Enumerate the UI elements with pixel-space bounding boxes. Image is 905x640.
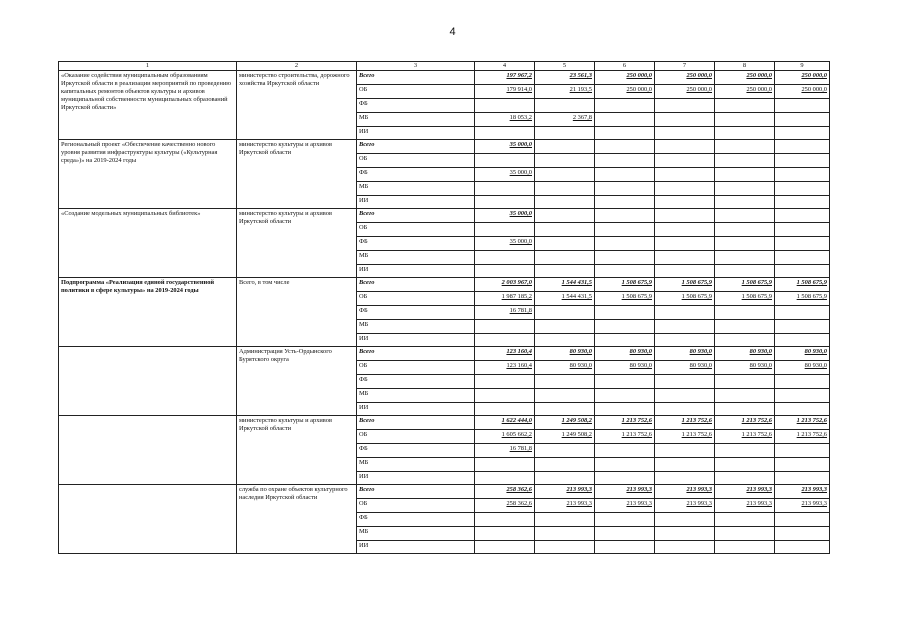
column-number-row	[59, 62, 830, 71]
page-number: 4	[449, 26, 456, 38]
column-number: 6	[595, 62, 655, 71]
amount-cell	[535, 223, 595, 237]
amount-cell: 1 508 675,9	[775, 278, 830, 292]
amount-cell	[475, 223, 535, 237]
amount-cell: 1 508 675,9	[655, 292, 715, 306]
amount-cell	[715, 513, 775, 527]
amount-cell: 80 930,0	[775, 347, 830, 361]
amount-cell: 123 160,4	[475, 347, 535, 361]
amount-cell: 250 000,0	[655, 85, 715, 99]
amount-cell: 1 213 752,6	[655, 416, 715, 430]
executor-cell: министерство культуры и архивов Иркутской области	[237, 416, 357, 485]
amount-cell	[715, 389, 775, 403]
column-number: 7	[655, 62, 715, 71]
amount-cell	[595, 458, 655, 472]
amount-cell	[595, 140, 655, 154]
amount-cell	[655, 444, 715, 458]
amount-cell	[715, 196, 775, 209]
amount-cell	[535, 140, 595, 154]
funding-source-cell: МБ	[357, 527, 475, 541]
amount-cell	[595, 196, 655, 209]
amount-cell	[775, 223, 830, 237]
amount-cell: 250 000,0	[775, 85, 830, 99]
amount-cell	[535, 389, 595, 403]
amount-cell: 80 930,0	[715, 347, 775, 361]
amount-cell	[595, 541, 655, 554]
amount-cell	[775, 168, 830, 182]
amount-cell	[535, 444, 595, 458]
amount-cell	[655, 389, 715, 403]
amount-cell	[715, 265, 775, 278]
amount-cell: 1 213 752,6	[655, 430, 715, 444]
amount-cell: 250 000,0	[595, 85, 655, 99]
amount-cell	[535, 541, 595, 554]
amount-cell: 1 605 662,2	[475, 430, 535, 444]
amount-cell	[595, 527, 655, 541]
amount-cell	[595, 237, 655, 251]
amount-cell	[475, 403, 535, 416]
amount-cell	[595, 472, 655, 485]
amount-cell: 1 508 675,9	[595, 292, 655, 306]
amount-cell	[595, 389, 655, 403]
column-number: 4	[475, 62, 535, 71]
amount-cell: 80 930,0	[535, 347, 595, 361]
amount-cell	[535, 375, 595, 389]
executor-cell: министерство культуры и архивов Иркутской области	[237, 140, 357, 209]
program-name-cell	[59, 416, 237, 485]
amount-cell	[535, 334, 595, 347]
amount-cell: 1 213 752,6	[715, 416, 775, 430]
amount-cell	[475, 472, 535, 485]
amount-cell	[655, 375, 715, 389]
amount-cell: 80 930,0	[655, 347, 715, 361]
amount-cell	[595, 127, 655, 140]
amount-cell	[655, 320, 715, 334]
amount-cell	[715, 403, 775, 416]
amount-cell	[475, 334, 535, 347]
amount-cell: 213 993,3	[535, 485, 595, 499]
amount-cell	[655, 541, 715, 554]
amount-cell	[475, 154, 535, 168]
amount-cell	[655, 513, 715, 527]
amount-cell: 1 544 431,5	[535, 292, 595, 306]
executor-cell: Всего, в том числе	[237, 278, 357, 347]
funding-source-cell: ФБ	[357, 444, 475, 458]
amount-cell: 35 000,0	[475, 140, 535, 154]
funding-source-cell: ОБ	[357, 292, 475, 306]
amount-cell	[535, 209, 595, 223]
amount-cell: 1 213 752,6	[775, 416, 830, 430]
amount-cell	[715, 182, 775, 196]
amount-cell: 80 930,0	[655, 361, 715, 375]
program-name-cell	[59, 347, 237, 416]
amount-cell	[655, 237, 715, 251]
amount-cell	[655, 403, 715, 416]
amount-cell	[775, 99, 830, 113]
budget-table	[58, 61, 830, 554]
amount-cell	[655, 127, 715, 140]
amount-cell	[715, 154, 775, 168]
amount-cell	[535, 513, 595, 527]
amount-cell	[475, 375, 535, 389]
table-row	[59, 347, 830, 361]
amount-cell: 1 213 752,6	[715, 430, 775, 444]
column-number: 2	[237, 62, 357, 71]
amount-cell	[775, 196, 830, 209]
amount-cell	[775, 251, 830, 265]
amount-cell	[535, 458, 595, 472]
amount-cell: 250 000,0	[655, 71, 715, 85]
amount-cell	[595, 513, 655, 527]
amount-cell	[775, 375, 830, 389]
funding-source-cell: Всего	[357, 140, 475, 154]
amount-cell	[775, 513, 830, 527]
amount-cell: 16 781,8	[475, 306, 535, 320]
program-name-cell: Региональный проект «Обеспечение качественно нового уровня развития инфраструктуры культуры («Культурная среда»)» на 2019-2024 годы	[59, 140, 237, 209]
amount-cell: 258 362,6	[475, 499, 535, 513]
funding-source-cell: ИИ	[357, 541, 475, 554]
funding-source-cell: ОБ	[357, 361, 475, 375]
amount-cell	[715, 444, 775, 458]
funding-source-cell: ОБ	[357, 85, 475, 99]
amount-cell	[535, 472, 595, 485]
amount-cell: 250 000,0	[595, 71, 655, 85]
amount-cell	[655, 334, 715, 347]
amount-cell	[535, 306, 595, 320]
amount-cell	[775, 541, 830, 554]
amount-cell	[475, 251, 535, 265]
table-row	[59, 485, 830, 499]
amount-cell	[715, 306, 775, 320]
amount-cell: 250 000,0	[775, 71, 830, 85]
funding-source-cell: МБ	[357, 320, 475, 334]
amount-cell: 213 993,3	[715, 499, 775, 513]
amount-cell	[475, 127, 535, 140]
amount-cell	[715, 237, 775, 251]
amount-cell	[775, 320, 830, 334]
amount-cell	[475, 320, 535, 334]
amount-cell: 1 213 752,6	[775, 430, 830, 444]
funding-source-cell: Всего	[357, 485, 475, 499]
amount-cell: 2 367,8	[535, 113, 595, 127]
amount-cell	[715, 541, 775, 554]
amount-cell	[595, 320, 655, 334]
amount-cell: 80 930,0	[715, 361, 775, 375]
table-row	[59, 209, 830, 223]
amount-cell	[535, 251, 595, 265]
amount-cell: 123 160,4	[475, 361, 535, 375]
amount-cell: 213 993,3	[715, 485, 775, 499]
amount-cell	[475, 458, 535, 472]
amount-cell: 213 993,3	[655, 499, 715, 513]
amount-cell: 1 987 185,2	[475, 292, 535, 306]
amount-cell	[595, 99, 655, 113]
amount-cell	[535, 403, 595, 416]
funding-source-cell: ФБ	[357, 306, 475, 320]
amount-cell: 80 930,0	[535, 361, 595, 375]
amount-cell	[775, 389, 830, 403]
amount-cell	[655, 196, 715, 209]
amount-cell	[595, 168, 655, 182]
funding-source-cell: ФБ	[357, 99, 475, 113]
amount-cell	[715, 113, 775, 127]
amount-cell	[535, 154, 595, 168]
amount-cell	[775, 127, 830, 140]
amount-cell: 23 561,3	[535, 71, 595, 85]
amount-cell	[475, 541, 535, 554]
funding-source-cell: Всего	[357, 71, 475, 85]
amount-cell	[775, 306, 830, 320]
amount-cell	[595, 223, 655, 237]
amount-cell	[715, 223, 775, 237]
amount-cell	[595, 444, 655, 458]
amount-cell	[775, 527, 830, 541]
amount-cell: 1 249 508,2	[535, 416, 595, 430]
amount-cell: 80 930,0	[595, 347, 655, 361]
amount-cell	[775, 237, 830, 251]
amount-cell	[775, 154, 830, 168]
amount-cell	[775, 334, 830, 347]
amount-cell	[775, 209, 830, 223]
amount-cell	[595, 265, 655, 278]
amount-cell	[775, 265, 830, 278]
amount-cell	[715, 320, 775, 334]
amount-cell	[655, 182, 715, 196]
amount-cell	[595, 375, 655, 389]
column-number: 9	[775, 62, 830, 71]
amount-cell	[595, 306, 655, 320]
funding-source-cell: ИИ	[357, 403, 475, 416]
funding-source-cell: Всего	[357, 278, 475, 292]
amount-cell: 2 003 967,0	[475, 278, 535, 292]
table-row	[59, 416, 830, 430]
funding-source-cell: ИИ	[357, 472, 475, 485]
amount-cell: 80 930,0	[595, 361, 655, 375]
amount-cell: 35 000,0	[475, 237, 535, 251]
amount-cell	[595, 251, 655, 265]
amount-cell	[655, 168, 715, 182]
amount-cell	[535, 527, 595, 541]
amount-cell: 1 508 675,9	[775, 292, 830, 306]
amount-cell: 250 000,0	[715, 71, 775, 85]
amount-cell	[775, 182, 830, 196]
amount-cell	[475, 182, 535, 196]
amount-cell: 18 053,2	[475, 113, 535, 127]
amount-cell	[595, 403, 655, 416]
amount-cell: 1 213 752,6	[595, 416, 655, 430]
amount-cell	[535, 182, 595, 196]
program-name-cell: «Оказание содействия муниципальным образованиям Иркутской области в реализации мероприятий по проведению капитальных ремонтов объектов культуры и архивов муниципальной собственности муниципальных образований Иркутской области»	[59, 71, 237, 140]
amount-cell: 35 000,0	[475, 168, 535, 182]
column-number: 1	[59, 62, 237, 71]
funding-source-cell: ИИ	[357, 265, 475, 278]
funding-source-cell: МБ	[357, 458, 475, 472]
executor-cell: министерство строительства, дорожного хозяйства Иркутской области	[237, 71, 357, 140]
amount-cell	[535, 196, 595, 209]
amount-cell	[595, 334, 655, 347]
funding-source-cell: ФБ	[357, 513, 475, 527]
funding-source-cell: ФБ	[357, 375, 475, 389]
amount-cell: 16 781,8	[475, 444, 535, 458]
amount-cell	[715, 527, 775, 541]
program-name-cell: Подпрограмма «Реализация единой государственной политики в сфере культуры» на 2019-2024 годы	[59, 278, 237, 347]
amount-cell	[655, 154, 715, 168]
amount-cell	[655, 251, 715, 265]
table-row	[59, 278, 830, 292]
amount-cell: 250 000,0	[715, 85, 775, 99]
amount-cell: 213 993,3	[775, 485, 830, 499]
amount-cell	[535, 320, 595, 334]
amount-cell	[475, 99, 535, 113]
amount-cell	[475, 265, 535, 278]
column-number: 5	[535, 62, 595, 71]
amount-cell: 1 544 431,5	[535, 278, 595, 292]
funding-source-cell: ОБ	[357, 223, 475, 237]
amount-cell	[535, 99, 595, 113]
program-name-cell: «Создание модельных муниципальных библиотек»	[59, 209, 237, 278]
amount-cell	[595, 209, 655, 223]
amount-cell	[595, 154, 655, 168]
amount-cell	[655, 306, 715, 320]
amount-cell	[535, 168, 595, 182]
funding-source-cell: ОБ	[357, 499, 475, 513]
amount-cell	[655, 223, 715, 237]
amount-cell	[715, 334, 775, 347]
amount-cell	[655, 140, 715, 154]
executor-cell: Администрация Усть-Ордынского Бурятского округа	[237, 347, 357, 416]
amount-cell	[655, 458, 715, 472]
amount-cell	[715, 472, 775, 485]
amount-cell: 213 993,3	[655, 485, 715, 499]
amount-cell	[775, 403, 830, 416]
amount-cell: 35 000,0	[475, 209, 535, 223]
amount-cell: 1 249 508,2	[535, 430, 595, 444]
amount-cell	[655, 472, 715, 485]
table-row	[59, 140, 830, 154]
amount-cell: 213 993,3	[595, 499, 655, 513]
funding-source-cell: Всего	[357, 347, 475, 361]
amount-cell: 1 508 675,9	[595, 278, 655, 292]
funding-source-cell: ФБ	[357, 237, 475, 251]
amount-cell	[715, 251, 775, 265]
amount-cell	[715, 375, 775, 389]
amount-cell: 179 914,0	[475, 85, 535, 99]
amount-cell: 1 508 675,9	[715, 292, 775, 306]
funding-source-cell: МБ	[357, 182, 475, 196]
amount-cell	[655, 113, 715, 127]
amount-cell: 1 213 752,6	[595, 430, 655, 444]
executor-cell: служба по охране объектов культурного наследия Иркутской области	[237, 485, 357, 554]
executor-cell: министерство культуры и архивов Иркутской области	[237, 209, 357, 278]
amount-cell	[535, 127, 595, 140]
amount-cell: 197 967,2	[475, 71, 535, 85]
amount-cell: 21 193,5	[535, 85, 595, 99]
amount-cell	[655, 265, 715, 278]
amount-cell	[655, 99, 715, 113]
funding-source-cell: МБ	[357, 389, 475, 403]
amount-cell	[715, 168, 775, 182]
amount-cell: 213 993,3	[775, 499, 830, 513]
amount-cell: 213 993,3	[595, 485, 655, 499]
funding-source-cell: МБ	[357, 251, 475, 265]
amount-cell	[475, 513, 535, 527]
amount-cell	[775, 113, 830, 127]
amount-cell: 80 930,0	[775, 361, 830, 375]
amount-cell: 1 622 444,0	[475, 416, 535, 430]
amount-cell: 258 362,6	[475, 485, 535, 499]
funding-source-cell: ФБ	[357, 168, 475, 182]
table-row	[59, 71, 830, 85]
amount-cell	[715, 99, 775, 113]
amount-cell	[655, 209, 715, 223]
amount-cell	[595, 182, 655, 196]
column-number: 3	[357, 62, 475, 71]
amount-cell	[475, 527, 535, 541]
funding-source-cell: МБ	[357, 113, 475, 127]
funding-source-cell: ОБ	[357, 430, 475, 444]
funding-source-cell: ИИ	[357, 127, 475, 140]
amount-cell: 213 993,3	[535, 499, 595, 513]
amount-cell	[715, 127, 775, 140]
amount-cell	[775, 458, 830, 472]
funding-source-cell: Всего	[357, 209, 475, 223]
program-name-cell	[59, 485, 237, 554]
amount-cell: 1 508 675,9	[715, 278, 775, 292]
column-number: 8	[715, 62, 775, 71]
funding-source-cell: ИИ	[357, 334, 475, 347]
amount-cell	[775, 472, 830, 485]
amount-cell	[715, 209, 775, 223]
amount-cell	[595, 113, 655, 127]
funding-source-cell: ИИ	[357, 196, 475, 209]
amount-cell	[715, 458, 775, 472]
funding-source-cell: ОБ	[357, 154, 475, 168]
amount-cell	[475, 389, 535, 403]
amount-cell	[775, 444, 830, 458]
amount-cell	[475, 196, 535, 209]
amount-cell	[715, 140, 775, 154]
amount-cell: 1 508 675,9	[655, 278, 715, 292]
amount-cell	[535, 265, 595, 278]
amount-cell	[775, 140, 830, 154]
amount-cell	[535, 237, 595, 251]
funding-source-cell: Всего	[357, 416, 475, 430]
amount-cell	[655, 527, 715, 541]
